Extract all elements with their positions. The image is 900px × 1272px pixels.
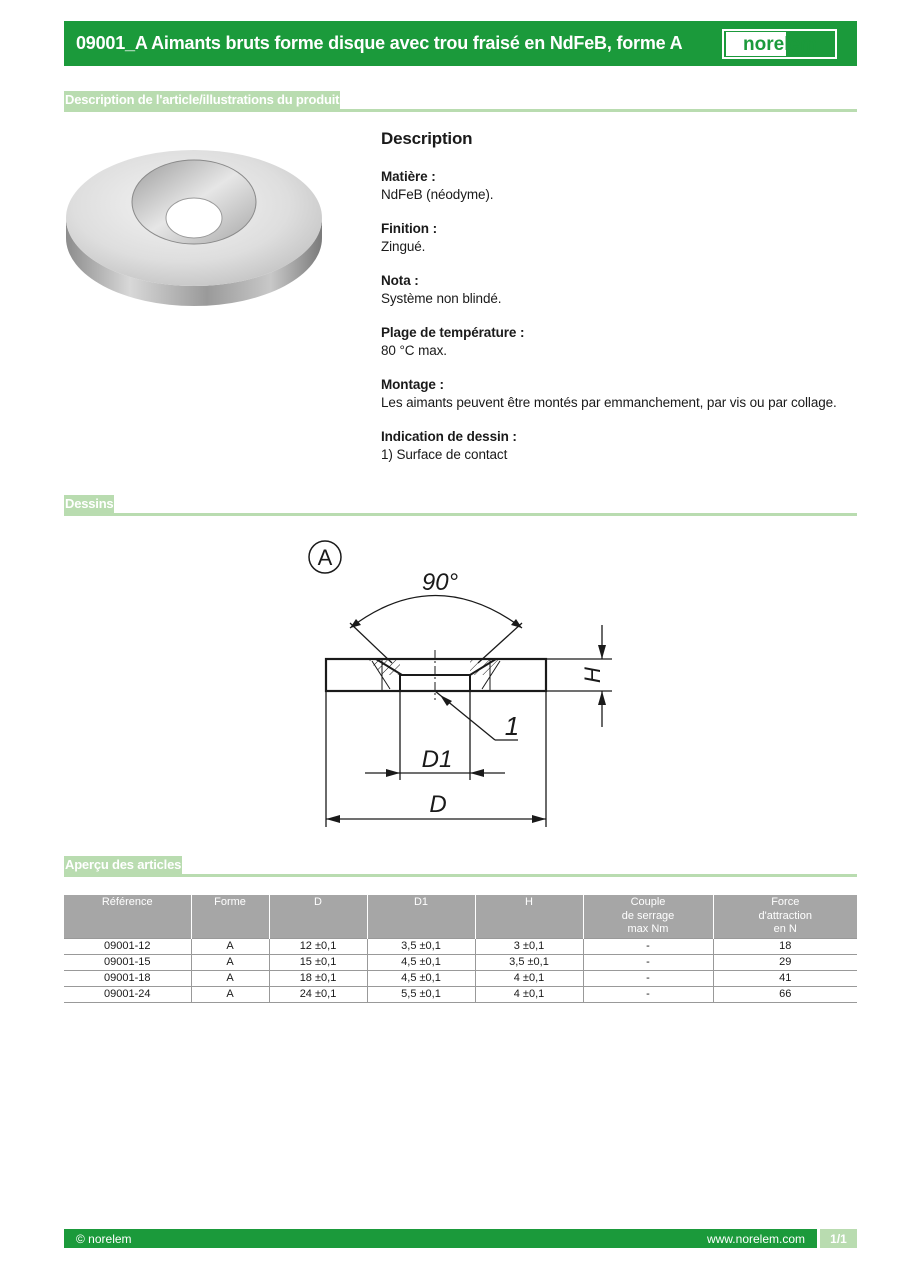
desc-item-material (381, 168, 851, 204)
product-image (64, 130, 326, 315)
cell-h: 3 ±0,1 (475, 938, 583, 954)
col-header-d: D (269, 895, 367, 938)
section-rule (64, 874, 857, 877)
col-header-torque: Couple de serrage max Nm (583, 895, 713, 938)
table-row (64, 954, 857, 970)
cell-h: 4 ±0,1 (475, 970, 583, 986)
desc-label: Nota : (381, 273, 419, 288)
footer-copyright: © norelem (76, 1231, 132, 1246)
cell-force: 18 (713, 938, 857, 954)
table-row (64, 970, 857, 986)
table-header-row (64, 895, 857, 938)
articles-table (64, 895, 857, 1003)
section-rule (64, 513, 857, 516)
desc-label: Montage : (381, 377, 444, 392)
section-overview-heading (64, 856, 857, 878)
section-drawings-label: Dessins (65, 496, 114, 511)
cell-torque: - (583, 954, 713, 970)
desc-value: Zingué. (381, 239, 426, 254)
cell-d1: 4,5 ±0,1 (367, 954, 475, 970)
section-description-label: Description de l'article/illustrations du produit (65, 92, 340, 107)
d-label: D (429, 791, 447, 818)
cell-force: 41 (713, 970, 857, 986)
logo-text: norelem (742, 33, 817, 55)
desc-label: Indication de dessin : (381, 429, 517, 444)
cell-form: A (191, 954, 269, 970)
cell-form: A (191, 986, 269, 1002)
desc-label: Matière : (381, 169, 436, 184)
cell-h: 3,5 ±0,1 (475, 954, 583, 970)
desc-value: Système non blindé. (381, 291, 502, 306)
cell-force: 66 (713, 986, 857, 1002)
col-header-form: Forme (191, 895, 269, 938)
cell-reference: 09001-15 (64, 954, 191, 970)
d1-label: D1 (421, 746, 453, 773)
callout-label: 1 (504, 711, 520, 741)
cell-torque: - (583, 970, 713, 986)
h-label: H (580, 667, 605, 683)
cell-d1: 4,5 ±0,1 (367, 970, 475, 986)
desc-value: Les aimants peuvent être montés par emmanchement, par vis ou par collage. (381, 395, 837, 410)
desc-item-finish (381, 220, 851, 256)
col-header-force: Force d'attraction en N (713, 895, 857, 938)
section-rule (64, 109, 857, 112)
page-title: 09001_A Aimants bruts forme disque avec trou fraisé en NdFeB, forme A (76, 33, 683, 53)
desc-label: Finition : (381, 221, 437, 236)
cell-d1: 3,5 ±0,1 (367, 938, 475, 954)
cell-d: 15 ±0,1 (269, 954, 367, 970)
description-panel (381, 129, 851, 480)
description-title: Description (381, 129, 473, 148)
desc-item-mounting (381, 376, 851, 412)
cell-reference: 09001-12 (64, 938, 191, 954)
cell-d: 18 ±0,1 (269, 970, 367, 986)
cell-d: 12 ±0,1 (269, 938, 367, 954)
section-drawings-heading (64, 495, 857, 517)
footer-url-link[interactable]: www.norelem.com (706, 1231, 805, 1246)
section-overview-label: Aperçu des articles (65, 857, 182, 872)
view-label: A (317, 545, 333, 570)
norelem-logo (722, 29, 837, 59)
cell-force: 29 (713, 954, 857, 970)
cell-torque: - (583, 938, 713, 954)
desc-item-drawing-note (381, 428, 851, 464)
technical-drawing (300, 535, 630, 835)
table-row (64, 938, 857, 954)
header-bar (64, 21, 857, 66)
cell-reference: 09001-24 (64, 986, 191, 1002)
angle-label: 90° (421, 569, 459, 596)
cell-h: 4 ±0,1 (475, 986, 583, 1002)
footer-bar (64, 1229, 857, 1248)
col-header-d1: D1 (367, 895, 475, 938)
cell-reference: 09001-18 (64, 970, 191, 986)
desc-label: Plage de température : (381, 325, 525, 340)
page-number: 1/1 (817, 1229, 857, 1248)
section-description-heading (64, 91, 857, 113)
desc-value: 80 °C max. (381, 343, 447, 358)
cell-form: A (191, 938, 269, 954)
desc-value: 1) Surface de contact (381, 447, 508, 462)
cell-torque: - (583, 986, 713, 1002)
cell-form: A (191, 970, 269, 986)
desc-item-temperature (381, 324, 851, 360)
table-row (64, 986, 857, 1002)
cell-d: 24 ±0,1 (269, 986, 367, 1002)
desc-item-note (381, 272, 851, 308)
col-header-h: H (475, 895, 583, 938)
col-header-reference: Référence (64, 895, 191, 938)
desc-value: NdFeB (néodyme). (381, 187, 494, 202)
cell-d1: 5,5 ±0,1 (367, 986, 475, 1002)
